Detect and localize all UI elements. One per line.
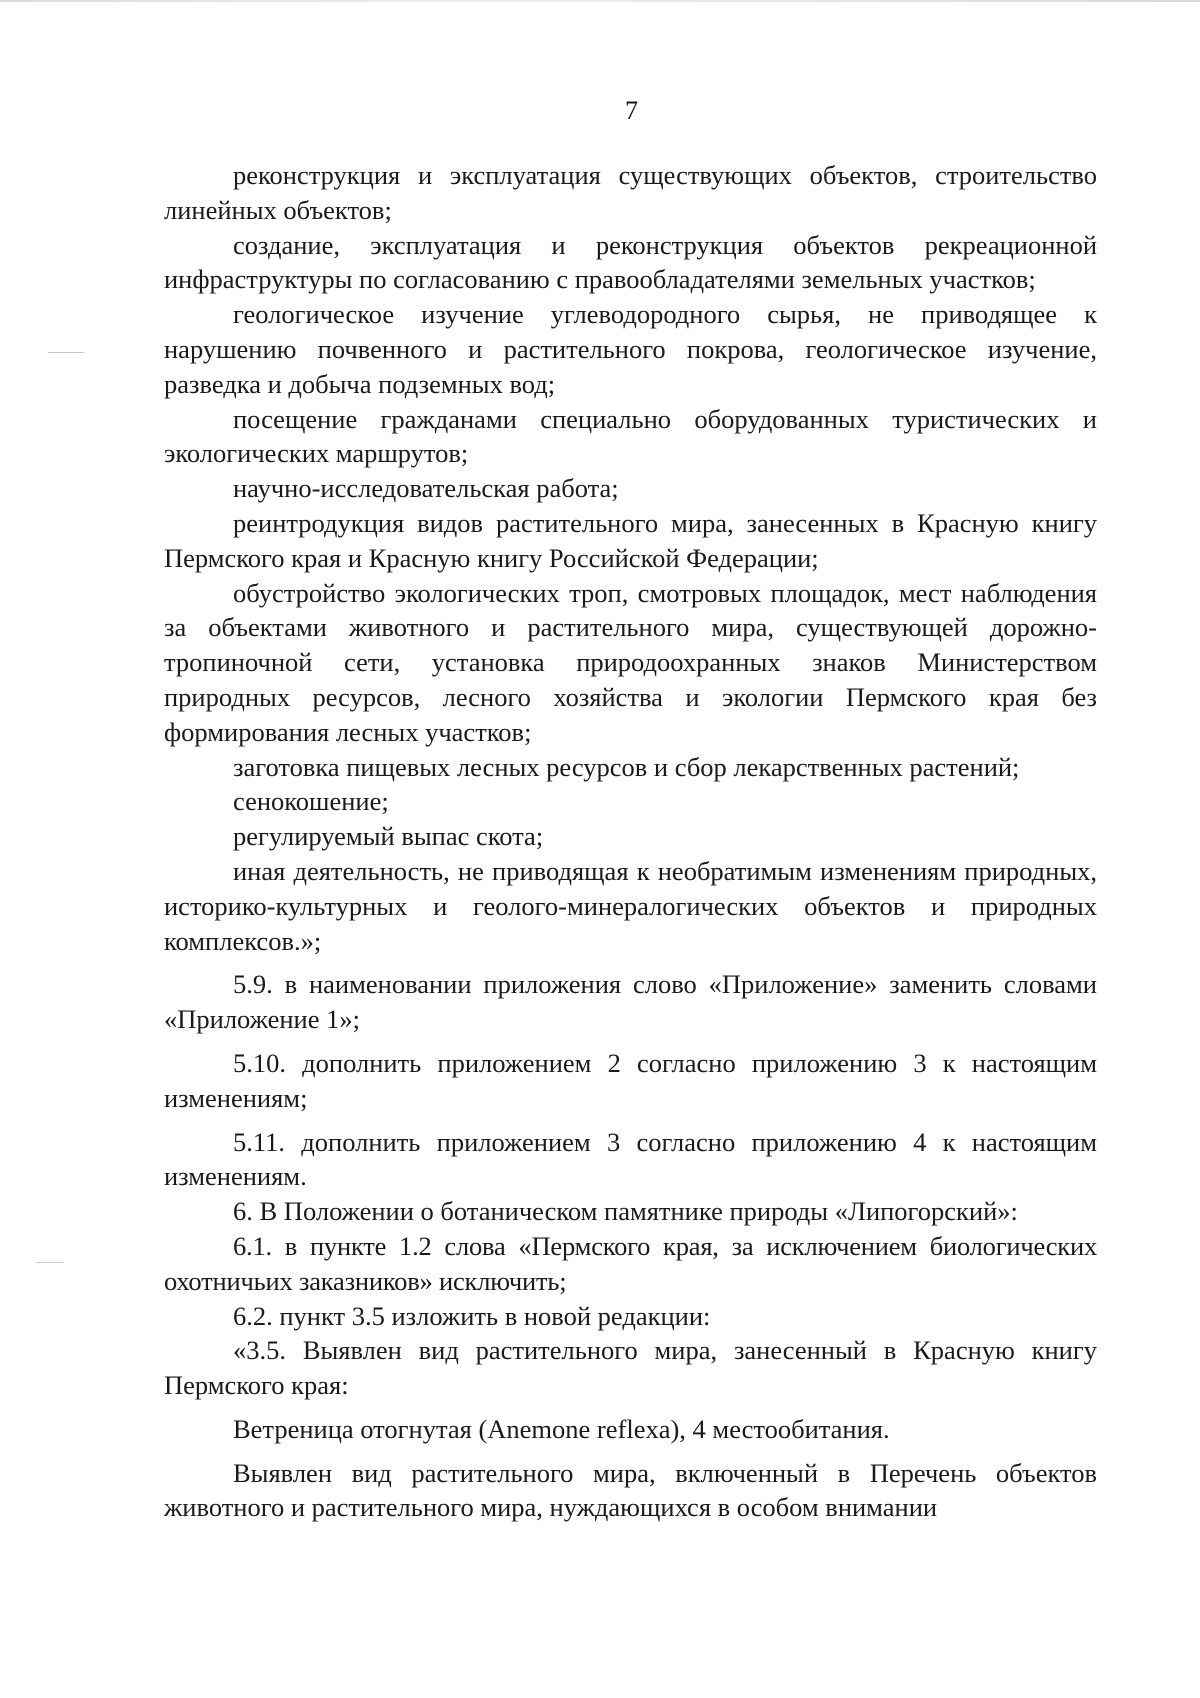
paragraph-geological-study: геологическое изучение углеводородного сырья, не приводящее к нарушению почвенного и растительного покрова, геологическое изучение, разведка и добыча подземных вод; [164,299,1097,399]
paragraph-item-6-1: 6.1. в пункте 1.2 слова «Пермского края, за исключением биологических охотничьих заказников» исключить; [164,1230,1097,1296]
paragraph-tourist-routes: посещение гражданами специально оборудованных туристических и экологических маршрутов; [164,403,1097,469]
paragraph-anemone: Ветреница отогнутая (Anemone reflexa), 4 местообитания. [233,1413,890,1444]
paragraph-eco-trails: обустройство экологических троп, смотровых площадок, мест наблюдения за объектами животного и растительного мира, существующей дорожно-тропиночной сети, установка природоохранных знаков Министерством природных ресурсов, лесного хозяйства и экологии Пермского края без формирования лесных участков; [164,577,1097,747]
paragraph-research: научно-исследовательская работа; [233,473,619,504]
paragraph-haymaking: сенокошение; [233,786,389,817]
document-body [164,158,1097,1525]
paragraph-recreation-infrastructure: создание, эксплуатация и реконструкция объектов рекреационной инфраструктуры по согласованию с правообладателями земельных участков; [164,229,1097,295]
paragraph-forest-resources: заготовка пищевых лесных ресурсов и сбор лекарственных растений; [233,751,1020,782]
paragraph-item-6-2: 6.2. пункт 3.5 изложить в новой редакции: [233,1300,711,1331]
paragraph-other-activity: иная деятельность, не приводящая к необратимым изменениям природных, историко-культурных и геолого-минералогических объектов и природных комплексов.»; [164,855,1097,956]
page-number: 7 [625,96,638,125]
paragraph-item-6: 6. В Положении о ботаническом памятнике природы «Липогорский»: [233,1196,1018,1227]
paragraph-reconstruction: реконструкция и эксплуатация существующих объектов, строительство линейных объектов; [164,160,1097,225]
scan-artifact [36,1262,64,1263]
paragraph-grazing: регулируемый выпас скота; [233,821,544,852]
scan-artifact [48,352,84,353]
paragraph-item-5-10: 5.10. дополнить приложением 2 согласно приложению 3 к настоящим изменениям; [164,1047,1097,1113]
paragraph-item-3-5: «3.5. Выявлен вид растительного мира, занесенный в Красную книгу Пермского края: [164,1335,1097,1401]
paragraph-species-list: Выявлен вид растительного мира, включенный в Перечень объектов животного и растительного мира, нуждающихся в особом внимании [164,1457,1097,1523]
scan-top-edge [0,0,1200,2]
paragraph-item-5-9: 5.9. в наименовании приложения слово «Приложение» заменить словами «Приложение 1»; [164,969,1097,1035]
paragraph-item-5-11: 5.11. дополнить приложением 3 согласно приложению 4 к настоящим изменениям. [164,1126,1097,1192]
paragraph-reintroduction: реинтродукция видов растительного мира, занесенных в Красную книгу Пермского края и Красную книгу Российской Федерации; [164,507,1097,573]
